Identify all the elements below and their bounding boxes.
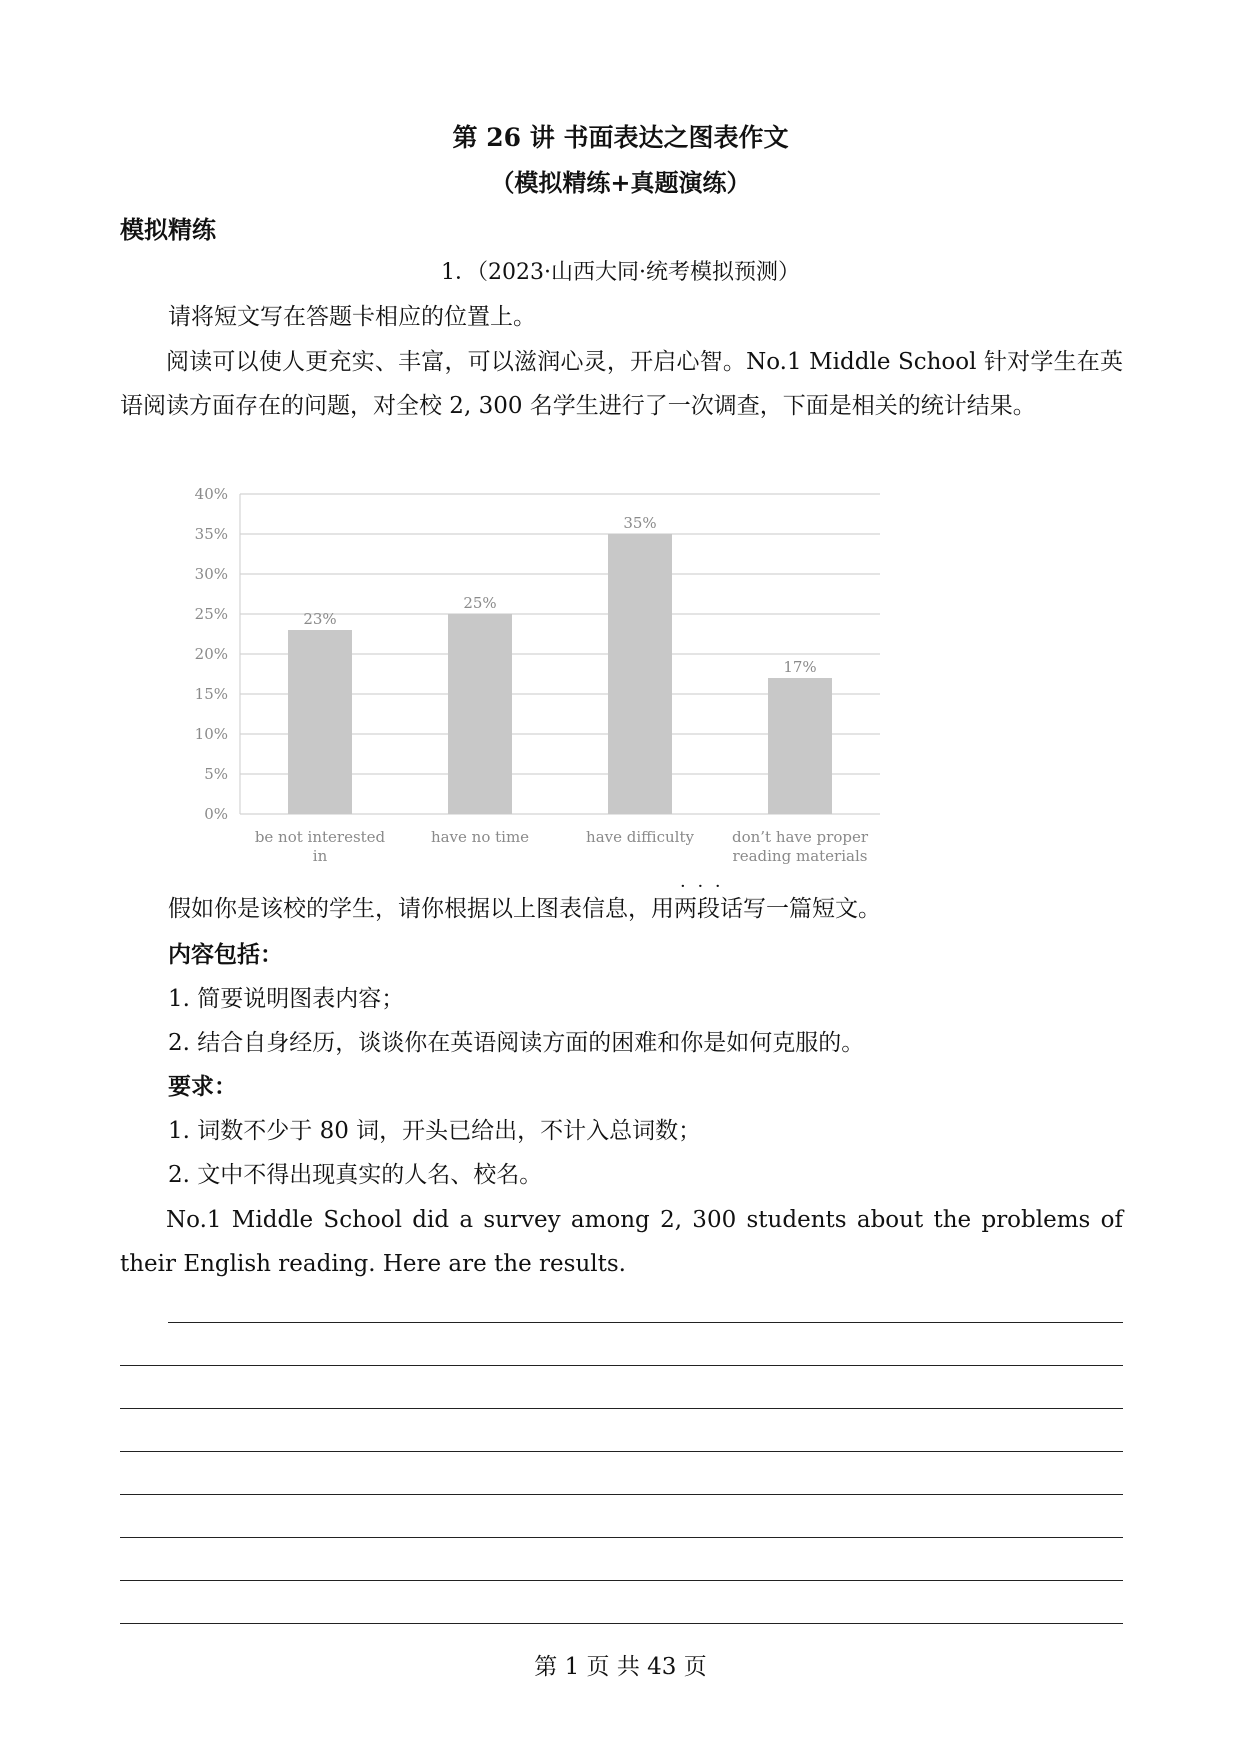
content-item: 2. 结合自身经历，谈谈你在英语阅读方面的困难和你是如何克服的。: [168, 1030, 865, 1056]
x-tick-label: have difficulty: [586, 828, 694, 846]
answer-line[interactable]: [120, 1365, 1123, 1366]
y-tick-label: 30%: [194, 565, 228, 583]
task-sentence: [168, 890, 881, 923]
data-label: 25%: [463, 594, 497, 612]
page-footer: 第 1 页 共 43 页: [534, 1654, 707, 1680]
data-label: 35%: [623, 514, 657, 532]
answer-line[interactable]: [120, 1623, 1123, 1624]
x-tick-label: have no time: [430, 828, 530, 846]
bar: [288, 630, 352, 814]
y-tick-label: 20%: [194, 645, 228, 663]
y-tick-label: 5%: [204, 765, 228, 783]
answer-line[interactable]: [120, 1537, 1123, 1538]
section-label: 模拟精练: [120, 215, 216, 244]
bar: [608, 534, 672, 814]
answer-line[interactable]: [120, 1408, 1123, 1409]
essay-opening: No.1 Middle School did a survey among 2, 300 students about the problems of their English reading. Here are the results.: [120, 1207, 1123, 1277]
question-instruction: 请将短文写在答题卡相应的位置上。: [168, 304, 536, 330]
task-after: 写一篇短文。: [743, 896, 881, 922]
task-before: 假如你是该校的学生，请你根据以上图表信息，用: [168, 896, 674, 922]
data-label: 23%: [303, 610, 337, 628]
x-tick-label: be not interested: [254, 828, 386, 846]
chart-svg: [170, 480, 890, 890]
y-tick-label: 25%: [194, 605, 228, 623]
content-item: 1. 简要说明图表内容；: [168, 986, 405, 1012]
answer-line[interactable]: [120, 1451, 1123, 1452]
question-intro: 阅读可以使人更充实、丰富，可以滋润心灵，开启心智。No.1 Middle School 针对学生在英语阅读方面存在的问题，对全校 2, 300 名学生进行了一次调查，下面是相关的统计结果。: [120, 349, 1123, 419]
bar: [448, 614, 512, 814]
requirement-item: 1. 词数不少于 80 词，开头已给出，不计入总词数；: [168, 1118, 702, 1144]
question-heading: 1．（2023·山西大同·统考模拟预测）: [441, 260, 800, 285]
data-label: 17%: [783, 658, 817, 676]
y-tick-label: 10%: [194, 725, 228, 743]
bar-chart: [170, 480, 890, 890]
answer-line[interactable]: [120, 1580, 1123, 1581]
y-tick-label: 40%: [194, 485, 228, 503]
bar: [768, 678, 832, 814]
answer-line[interactable]: [168, 1322, 1123, 1323]
x-tick-label: reading materials: [732, 847, 868, 865]
requirements-label: 要求：: [168, 1073, 237, 1100]
requirement-item: 2. 文中不得出现真实的人名、校名。: [168, 1162, 543, 1188]
y-tick-label: 0%: [204, 805, 228, 823]
answer-line[interactable]: [120, 1494, 1123, 1495]
y-tick-label: 15%: [194, 685, 228, 703]
content-label: 内容包括：: [168, 941, 283, 968]
task-emphasis: 两段话 · · ·: [674, 896, 743, 922]
page-title: 第 26 讲 书面表达之图表作文: [452, 123, 789, 152]
x-tick-label: don’t have proper: [731, 828, 869, 846]
page-subtitle: （模拟精练+真题演练）: [490, 168, 751, 197]
y-tick-label: 35%: [194, 525, 228, 543]
x-tick-label: in: [312, 847, 328, 865]
